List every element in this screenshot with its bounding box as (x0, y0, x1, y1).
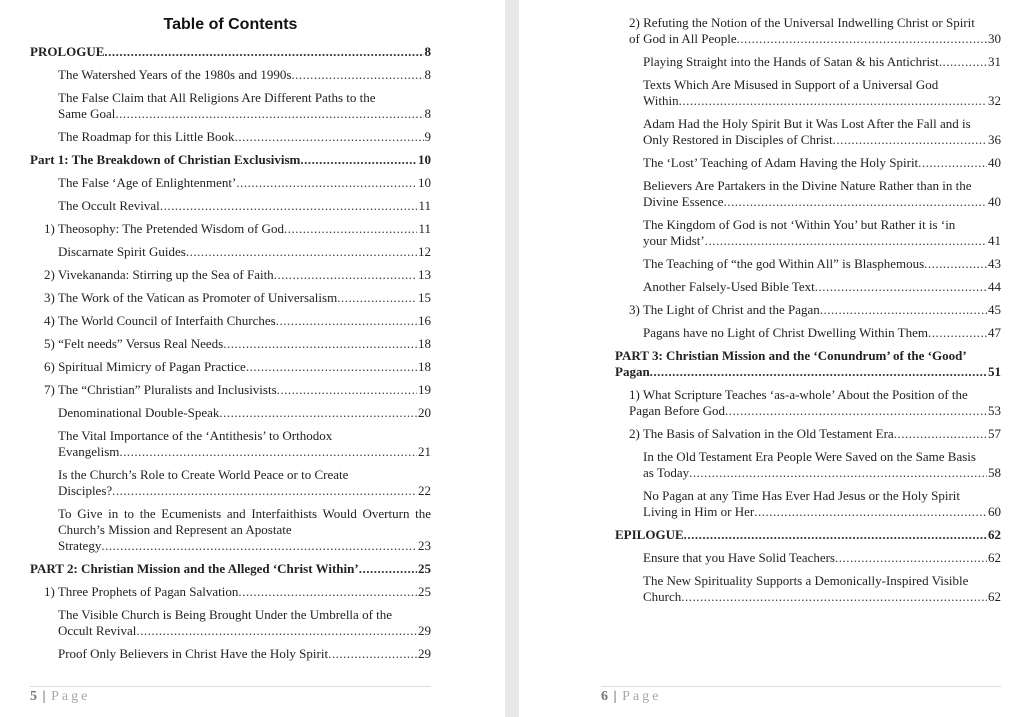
toc-entry[interactable] (30, 129, 431, 145)
toc-entry-text: PROLOGUE (30, 44, 105, 59)
toc-page-number: 29 (418, 623, 431, 638)
toc-page-number: 12 (418, 244, 431, 259)
toc-entry[interactable] (30, 382, 431, 398)
toc-page-number: 32 (988, 93, 1001, 108)
toc-entry-text: 2) Refuting the Notion of the Universal Indwelling Christ or Spirit (629, 15, 975, 30)
toc-page-number: 51 (988, 364, 1001, 379)
toc-entry[interactable] (30, 584, 431, 600)
toc-page-number: 25 (418, 584, 431, 599)
toc-page-number: 11 (418, 198, 431, 213)
toc-entry[interactable] (615, 256, 1001, 272)
toc-entry[interactable] (30, 336, 431, 352)
toc-page-number: 31 (988, 54, 1001, 69)
toc-entry-text: 1) Theosophy: The Pretended Wisdom of God (44, 221, 284, 236)
toc-entry-text: Only Restored in Disciples of Christ (643, 132, 833, 147)
dot-leader (104, 44, 423, 60)
dot-leader (276, 313, 417, 329)
dot-leader (112, 483, 417, 499)
dot-leader (835, 550, 987, 566)
toc-entry[interactable] (615, 488, 1001, 520)
dot-leader (737, 31, 987, 47)
toc-page-number: 8 (424, 44, 431, 59)
toc-entry[interactable] (615, 527, 1001, 543)
dot-leader (115, 106, 423, 122)
toc-entry[interactable] (30, 221, 431, 237)
dot-leader (650, 364, 987, 380)
footer-separator: | (613, 689, 617, 704)
dot-leader (754, 504, 987, 520)
toc-page-number: 13 (418, 267, 431, 282)
footer-page-word: Page (51, 689, 91, 704)
toc-entry-text: PART 3: Christian Mission and the ‘Conundrum’ of the ‘Good’ (615, 348, 967, 363)
toc-page-number: 62 (988, 527, 1001, 542)
toc-entry[interactable] (615, 217, 1001, 249)
toc-entry[interactable] (30, 405, 431, 421)
toc-entry-text: as Today (643, 465, 690, 480)
dot-leader (284, 221, 418, 237)
dot-leader (246, 359, 417, 375)
toc-entry[interactable] (30, 267, 431, 283)
dot-leader (928, 325, 987, 341)
toc-entry[interactable] (615, 348, 1001, 380)
dot-leader (101, 538, 417, 554)
dot-leader (219, 405, 417, 421)
toc-page-number: 41 (988, 233, 1001, 248)
dot-leader (681, 589, 987, 605)
toc-entry-text: No Pagan at any Time Has Ever Had Jesus or the Holy Spirit (643, 488, 961, 503)
dot-leader (337, 290, 417, 306)
dot-leader (235, 129, 424, 145)
toc-entry[interactable] (30, 67, 431, 83)
toc-page-number: 9 (424, 129, 431, 144)
toc-page-number: 62 (988, 589, 1001, 604)
dot-leader (277, 382, 417, 398)
toc-entry-text: The False Claim that All Religions Are Different Paths to the (58, 90, 376, 105)
dot-leader (705, 233, 987, 249)
toc-entry[interactable] (30, 152, 431, 168)
toc-entry[interactable] (615, 325, 1001, 341)
toc-entry-text: 4) The World Council of Interfaith Churches (44, 313, 276, 328)
toc-page-number: 29 (418, 646, 431, 661)
toc-entry-text: Another Falsely-Used Bible Text (643, 279, 815, 294)
toc-entry-text: In the Old Testament Era People Were Saved on the Same Basis (643, 449, 976, 464)
dot-leader (359, 561, 417, 577)
toc-entry-text: Ensure that you Have Solid Teachers (643, 550, 835, 565)
toc-page-number: 43 (988, 256, 1001, 271)
toc-entry-text: PART 2: Christian Mission and the Alleged ‘Christ Within’ (30, 561, 359, 576)
toc-entry-text: The Watershed Years of the 1980s and 1990s (58, 67, 292, 82)
toc-entry-text: Playing Straight into the Hands of Satan & his Antichrist (643, 54, 939, 69)
dot-leader (238, 584, 417, 600)
dot-leader (724, 194, 987, 210)
toc-entry-text: Pagans have no Light of Christ Dwelling Within Them (643, 325, 928, 340)
toc-entry-text: The ‘Lost’ Teaching of Adam Having the Holy Spirit (643, 155, 919, 170)
toc-entry-text: 2) The Basis of Salvation in the Old Testament Era (629, 426, 894, 441)
dot-leader (679, 93, 987, 109)
toc-entry-text: Strategy (58, 538, 102, 553)
toc-entry[interactable] (30, 198, 431, 214)
toc-entry-text: 2) Vivekananda: Stirring up the Sea of Faith (44, 267, 274, 282)
toc-entry-text: your Midst’ (643, 233, 705, 248)
toc-entry-text: Pagan (615, 364, 650, 379)
toc-page-number: 10 (418, 152, 431, 167)
toc-entry-text: The Kingdom of God is not ‘Within You’ but Rather it is ‘in (643, 217, 956, 232)
toc-entry[interactable] (30, 646, 431, 662)
toc-page-number: 58 (988, 465, 1001, 480)
dot-leader (684, 527, 987, 543)
toc-entry-text: Denominational Double-Speak (58, 405, 220, 420)
toc-entry-text: The Vital Importance of the ‘Antithesis’ to Orthodox (58, 428, 333, 443)
toc-entry[interactable] (30, 467, 431, 499)
toc-entry-text: Adam Had the Holy Spirit But it Was Lost After the Fall and is (643, 116, 971, 131)
left-page (0, 0, 505, 717)
toc-entry-text: EPILOGUE (615, 527, 684, 542)
right-page (519, 0, 1023, 717)
toc-entry-text: Texts Which Are Misused in Support of a Universal God (643, 77, 939, 92)
dot-leader (291, 67, 423, 83)
right-page-footer (601, 689, 661, 705)
toc-entry[interactable] (30, 359, 431, 375)
toc-entry-text: The Roadmap for this Little Book (58, 129, 235, 144)
toc-entry[interactable] (615, 302, 1001, 318)
footer-page-word: Page (622, 689, 662, 704)
toc-entry-text: The Visible Church is Being Brought Under the Umbrella of the (58, 607, 393, 622)
toc-entry[interactable] (615, 387, 1001, 419)
dot-leader (186, 244, 417, 260)
right-footer-divider (601, 686, 1001, 687)
toc-entry[interactable] (30, 244, 431, 260)
toc-page-number: 8 (424, 106, 431, 121)
toc-page-number: 60 (988, 504, 1001, 519)
toc-page-number: 18 (418, 359, 431, 374)
toc-entry[interactable] (30, 175, 431, 191)
toc-entry[interactable] (615, 573, 1001, 605)
dot-leader (223, 336, 417, 352)
toc-entry[interactable] (30, 44, 431, 60)
toc-entry-text: Living in Him or Her (643, 504, 755, 519)
toc-entry-text: Proof Only Believers in Christ Have the Holy Spirit (58, 646, 329, 661)
left-footer-divider (30, 686, 431, 687)
toc-entry-text: 1) What Scripture Teaches ‘as-a-whole’ About the Position of the (629, 387, 968, 402)
toc-entry-text: of God in All People (629, 31, 737, 46)
toc-entry[interactable] (615, 426, 1001, 442)
toc-entry[interactable] (615, 77, 1001, 109)
dot-leader (136, 623, 417, 639)
right-toc-list (615, 15, 1001, 612)
toc-entry-text: Disciples? (58, 483, 113, 498)
toc-entry[interactable] (30, 90, 431, 122)
toc-entry[interactable] (615, 279, 1001, 295)
toc-entry[interactable] (615, 15, 1001, 47)
toc-entry-text: 1) Three Prophets of Pagan Salvation (44, 584, 239, 599)
toc-page-number: 18 (418, 336, 431, 351)
toc-page-number: 44 (988, 279, 1001, 294)
toc-entry-text: 3) The Work of the Vatican as Promoter of Universalism (44, 290, 338, 305)
toc-page-number: 11 (418, 221, 431, 236)
toc-entry[interactable] (30, 561, 431, 577)
toc-entry[interactable] (30, 290, 431, 306)
toc-entry-text: Church (643, 589, 682, 604)
toc-entry[interactable] (615, 449, 1001, 481)
dot-leader (820, 302, 987, 318)
toc-page-number: 23 (418, 538, 431, 553)
toc-page-number: 53 (988, 403, 1001, 418)
toc-page-number: 40 (988, 194, 1001, 209)
toc-entry-text: Occult Revival (58, 623, 137, 638)
toc-entry-text: The Teaching of “the god Within All” is Blasphemous (643, 256, 925, 271)
toc-page-number: 25 (418, 561, 431, 576)
toc-page-number: 22 (418, 483, 431, 498)
dot-leader (160, 198, 418, 214)
toc-page-number: 62 (988, 550, 1001, 565)
dot-leader (894, 426, 987, 442)
toc-entry-text: 7) The “Christian” Pluralists and Inclusivists (44, 382, 277, 397)
toc-page-number: 45 (988, 302, 1001, 317)
toc-page-number: 21 (418, 444, 431, 459)
dot-leader (939, 54, 987, 70)
toc-entry-text: 3) The Light of Christ and the Pagan (629, 302, 820, 317)
dot-leader (236, 175, 417, 191)
dot-leader (833, 132, 987, 148)
toc-entry[interactable] (615, 155, 1001, 171)
dot-leader (725, 403, 987, 419)
dot-leader (119, 444, 417, 460)
toc-entry[interactable] (615, 116, 1001, 148)
toc-entry-text: Divine Essence (643, 194, 724, 209)
page-number: 5 (30, 689, 37, 704)
dot-leader (815, 279, 987, 295)
toc-entry[interactable] (30, 313, 431, 329)
page-number: 6 (601, 689, 608, 704)
toc-entry-text: Part 1: The Breakdown of Christian Exclusivism (30, 152, 301, 167)
toc-entry-text: Discarnate Spirit Guides (58, 244, 186, 259)
dot-leader (274, 267, 417, 283)
toc-entry[interactable] (30, 607, 431, 639)
toc-page-number: 47 (988, 325, 1001, 340)
toc-entry-text: 6) Spiritual Mimicry of Pagan Practice (44, 359, 246, 374)
toc-entry[interactable] (615, 54, 1001, 70)
toc-page-number: 16 (418, 313, 431, 328)
dot-leader (918, 155, 987, 171)
toc-page-number: 57 (988, 426, 1001, 441)
toc-page-number: 30 (988, 31, 1001, 46)
toc-page-number: 20 (418, 405, 431, 420)
toc-entry-text: Pagan Before God (629, 403, 726, 418)
toc-entry-text: Within (643, 93, 679, 108)
dot-leader (300, 152, 417, 168)
toc-entry-text: Same Goal (58, 106, 116, 121)
toc-entry-text: 5) “Felt needs” Versus Real Needs (44, 336, 224, 351)
dot-leader (924, 256, 987, 272)
toc-entry[interactable] (615, 550, 1001, 566)
dot-leader (689, 465, 987, 481)
toc-page-number: 15 (418, 290, 431, 305)
toc-entry[interactable] (30, 506, 431, 554)
toc-entry-text: To Give in to the Ecumenists and Interfaithists Would Overturn the Church’s Mission and Represent an Apostate (58, 506, 431, 537)
dot-leader (328, 646, 417, 662)
toc-entry-text: The New Spirituality Supports a Demonically-Inspired Visible (643, 573, 969, 588)
toc-entry-text: Is the Church’s Role to Create World Peace or to Create (58, 467, 349, 482)
toc-entry[interactable] (615, 178, 1001, 210)
left-page-footer (30, 689, 90, 705)
toc-entry-text: The False ‘Age of Enlightenment’ (58, 175, 237, 190)
toc-page-number: 10 (418, 175, 431, 190)
toc-page-number: 8 (424, 67, 431, 82)
toc-page-number: 40 (988, 155, 1001, 170)
toc-entry-text: Evangelism (58, 444, 120, 459)
toc-entry-text: Believers Are Partakers in the Divine Nature Rather than in the (643, 178, 972, 193)
left-toc-list (30, 44, 431, 669)
toc-page-number: 19 (418, 382, 431, 397)
toc-entry-text: The Occult Revival (58, 198, 160, 213)
toc-title: Table of Contents (163, 16, 298, 33)
toc-page-number: 36 (988, 132, 1001, 147)
toc-entry[interactable] (30, 428, 431, 460)
footer-separator: | (42, 689, 46, 704)
